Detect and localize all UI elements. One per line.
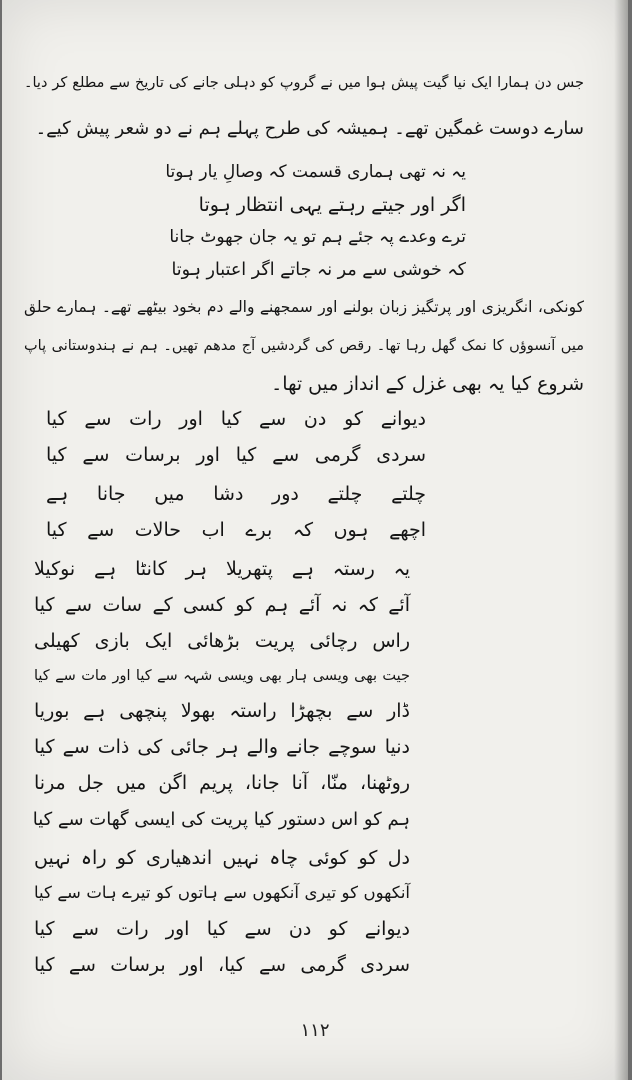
paragraph-line: میں آنسوؤں کا نمک گھل رہا تھا۔ رقص کی گردشیں آج مدھم تھیں۔ ہم نے ہندوستانی پاپ (24, 338, 584, 354)
verse-line: اگر اور جیتے رہتے یہی انتظار ہوتا (198, 194, 466, 216)
page-edge-shadow (614, 0, 628, 1080)
verse-line: جیت بھی ویسی ہار بھی ویسی شہہ سے کیا اور مات سے کیا (34, 668, 410, 684)
verse-line: یہ نہ تھی ہماری قسمت کہ وصالِ یار ہوتا (165, 162, 466, 182)
verse-line: کہ خوشی سے مر نہ جاتے اگر اعتبار ہوتا (171, 260, 466, 280)
verse-line: چلتے چلتے دور دشا میں جانا ہے (46, 483, 426, 505)
verse-line: سردی گرمی سے کیا، اور برسات سے کیا (34, 954, 410, 976)
paragraph-line: سارے دوست غمگین تھے۔ ہمیشہ کی طرح پہلے ہم نے دو شعر پیش کیے۔ (35, 118, 584, 139)
paragraph-line: کونکی، انگریزی اور پرتگیز زبان بولنے اور سمجھنے والے دم بخود بیٹھے تھے۔ ہمارے حلق (24, 298, 584, 316)
verse-line: ترے وعدے پہ جئے ہم تو یہ جان جھوٹ جانا (169, 227, 466, 247)
verse-line: دل کو کوئی چاہ نہیں اندھیاری کو راہ نہیں (34, 847, 410, 869)
paragraph-line: شروع کیا یہ بھی غزل کے انداز میں تھا۔ (271, 373, 584, 395)
paragraph-line: جس دن ہمارا ایک نیا گیت پیش ہوا میں نے گروپ کو دہلی جانے کی تاریخ سے مطلع کر دیا۔ (24, 75, 584, 91)
verse-line: سردی گرمی سے کیا اور برسات سے کیا (46, 444, 426, 466)
verse-line: ڈار سے بچھڑا راستہ بھولا پنچھی ہے بوریا (34, 700, 410, 722)
verse-line: آئے کہ نہ آئے ہم کو کسی کے سات سے کیا (34, 594, 410, 616)
verse-line: اچھے ہوں کہ برے اب حالات سے کیا (46, 519, 426, 541)
book-page (2, 0, 628, 1080)
verse-line: دیوانے کو دن سے کیا اور رات سے کیا (46, 408, 426, 430)
verse-line: ہم کو اس دستور کیا پریت کی ایسی گھات سے کیا (32, 809, 410, 830)
verse-line: آنکھوں کو تیری آنکھوں سے ہاتوں کو تیرے ہات سے کیا (34, 883, 410, 902)
verse-line: یہ رستہ ہے پتھریلا ہر کانٹا ہے نوکیلا (34, 558, 410, 580)
verse-line: روٹھنا، منّا، آنا جانا، پریم اگن میں جل مرنا (34, 772, 410, 794)
verse-line: دنیا سوچے جانے والے ہر جائی کی ذات سے کیا (34, 736, 410, 758)
verse-line: دیوانے کو دن سے کیا اور رات سے کیا (34, 918, 410, 940)
page-number: ۱۱۲ (300, 1020, 330, 1041)
verse-line: راس رچائی پریت بڑھائی ایک بازی کھیلی (34, 630, 410, 652)
